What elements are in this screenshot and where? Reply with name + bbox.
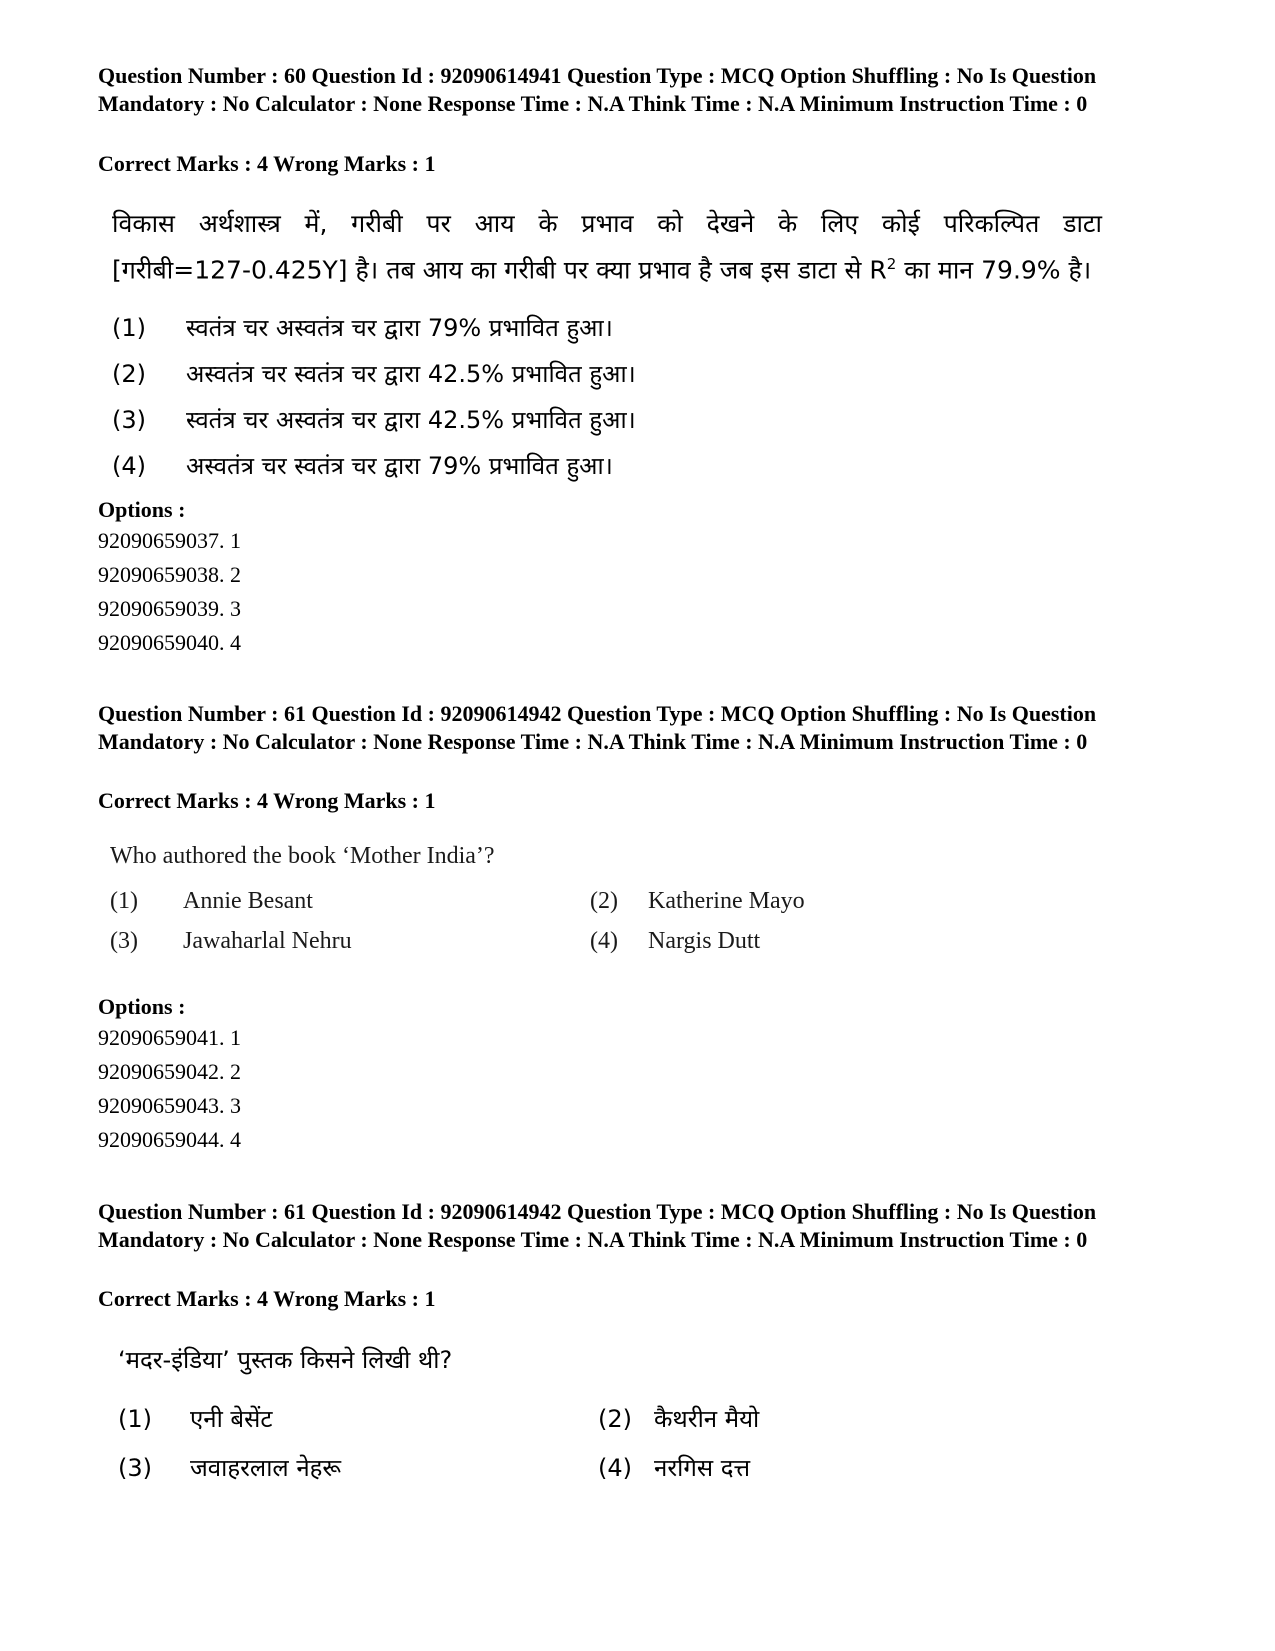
question-60-choice-4: (4) अस्वतंत्र चर स्वतंत्र चर द्वारा 79% प्रभावित हुआ। bbox=[112, 452, 613, 480]
superscript: 2 bbox=[886, 255, 897, 273]
question-61-options-title: Options : bbox=[98, 994, 186, 1019]
option-id: 92090659041. 1 bbox=[98, 1025, 241, 1050]
question-60-choice-2: (2) अस्वतंत्र चर स्वतंत्र चर द्वारा 42.5% प्रभावित हुआ। bbox=[112, 360, 636, 388]
question-61-choice-2: (2) Katherine Mayo bbox=[590, 888, 805, 914]
option-id: 92090659042. 2 bbox=[98, 1059, 241, 1084]
question-61-metadata: Question Number : 61 Question Id : 92090614942 Question Type : MCQ Option Shuffling : No Is Question Mandatory : No Calculator : None Response Time : N.A Think Time : N.A Minimum Instruction Time : 0 bbox=[98, 701, 1097, 754]
question-61-hindi-choice-3: (3) जवाहरलाल नेहरू bbox=[118, 1454, 342, 1482]
question-60-options-title: Options : bbox=[98, 497, 186, 522]
question-61-hindi-text: ‘मदर-इंडिया’ पुस्तक किसने लिखी थी? bbox=[118, 1346, 453, 1374]
option-id: 92090659043. 3 bbox=[98, 1093, 241, 1118]
question-60-options-list bbox=[98, 524, 241, 660]
question-61-hindi-choice-2: (2) कैथरीन मैयो bbox=[598, 1405, 760, 1433]
option-id: 92090659039. 3 bbox=[98, 596, 241, 621]
option-id: 92090659044. 4 bbox=[98, 1127, 241, 1152]
question-60-line-1: विकास अर्थशास्त्र में, गरीबी पर आय के प्रभाव को देखने के लिए कोई परिकल्पित डाटा bbox=[112, 209, 1102, 238]
question-61-text: Who authored the book ‘Mother India’? bbox=[110, 843, 495, 869]
question-60-line-2: [गरीबी=127-0.425Y] है। तब आय का गरीबी पर क्या प्रभाव है जब इस डाटा से $R^2$ का मान 79.9% है। bbox=[112, 255, 1092, 285]
question-60-text bbox=[112, 204, 1102, 290]
option-id: 92090659040. 4 bbox=[98, 630, 241, 655]
question-60-metadata: Question Number : 60 Question Id : 92090614941 Question Type : MCQ Option Shuffling : No Is Question Mandatory : No Calculator : None Response Time : N.A Think Time : N.A Minimum Instruction Time : 0 bbox=[98, 63, 1097, 116]
question-61-choice-1: (1) Annie Besant bbox=[110, 888, 313, 914]
option-id: 92090659037. 1 bbox=[98, 528, 241, 553]
question-61-choice-4: (4) Nargis Dutt bbox=[590, 928, 761, 954]
question-60-choice-3: (3) स्वतंत्र चर अस्वतंत्र चर द्वारा 42.5% प्रभावित हुआ। bbox=[112, 406, 636, 434]
question-60-marks: Correct Marks : 4 Wrong Marks : 1 bbox=[98, 151, 436, 176]
question-61-hindi-metadata: Question Number : 61 Question Id : 92090614942 Question Type : MCQ Option Shuffling : No Is Question Mandatory : No Calculator : None Response Time : N.A Think Time : N.A Minimum Instruction Time : 0 bbox=[98, 1199, 1097, 1252]
option-id: 92090659038. 2 bbox=[98, 562, 241, 587]
question-61-choice-3: (3) Jawaharlal Nehru bbox=[110, 928, 352, 954]
question-61-options-list bbox=[98, 1021, 241, 1157]
question-61-marks: Correct Marks : 4 Wrong Marks : 1 bbox=[98, 788, 436, 813]
question-60-choice-1: (1) स्वतंत्र चर अस्वतंत्र चर द्वारा 79% प्रभावित हुआ। bbox=[112, 314, 613, 342]
question-61-hindi-marks: Correct Marks : 4 Wrong Marks : 1 bbox=[98, 1286, 436, 1311]
question-61-hindi-choice-4: (4) नरगिस दत्त bbox=[598, 1454, 751, 1482]
question-61-hindi-choice-1: (1) एनी बेसेंट bbox=[118, 1405, 273, 1433]
